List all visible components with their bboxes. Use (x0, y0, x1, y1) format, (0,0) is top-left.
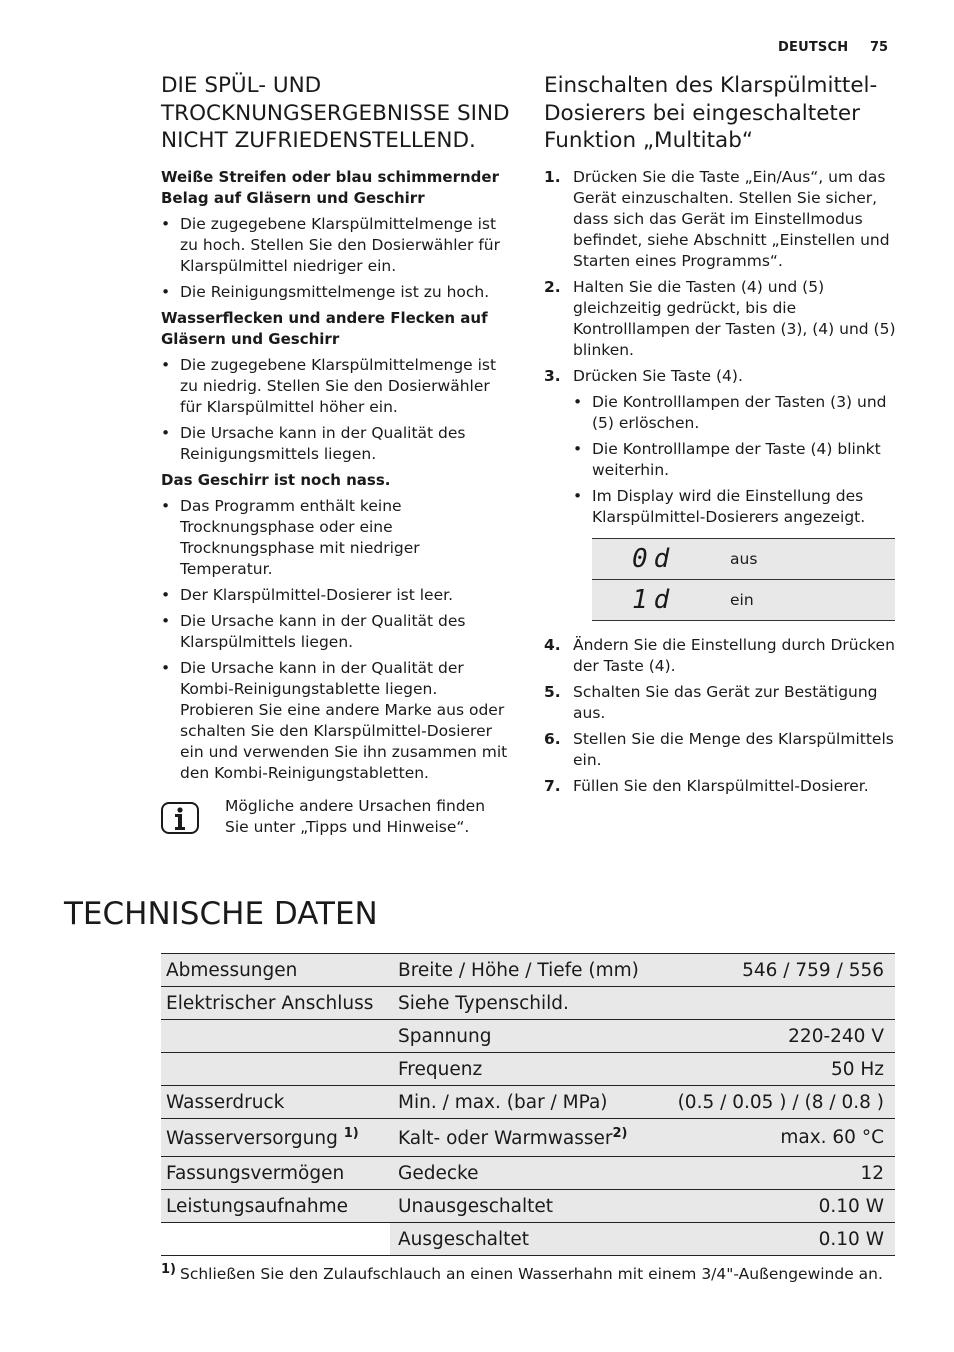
tech-param: Min. / max. (bar / MPa) (390, 1086, 659, 1119)
info-icon (161, 802, 199, 834)
display-settings-table (592, 538, 895, 621)
table-row (161, 1119, 895, 1157)
bullet-icon: • (161, 611, 171, 630)
bullet-icon: • (161, 282, 171, 301)
tech-param: Kalt- oder Warmwasser$^{2)}$ (390, 1119, 659, 1157)
tech-label: Wasserversorgung $^{1)}$ (161, 1119, 390, 1157)
info-note (161, 796, 513, 838)
list-item: • Der Klarspülmittel-Dosierer ist leer. (161, 585, 453, 604)
footnote-ref: 1) (343, 1125, 359, 1141)
tech-param: Breite / Höhe / Tiefe (mm) (390, 954, 659, 987)
table-row (161, 1157, 895, 1190)
table-row (161, 1020, 895, 1053)
sub-bullet-list (573, 392, 896, 528)
tech-value: 546 / 759 / 556 (659, 954, 895, 987)
table-row (161, 1086, 895, 1119)
list-item: • Die zugegebene Klarspülmittelmenge ist zu niedrig. Stellen Sie den Dosierwähler für Klarspülmittel höher ein. (161, 355, 497, 416)
tech-label: Wasserdruck (161, 1086, 390, 1119)
tech-value: 220-240 V (659, 1020, 895, 1053)
list-item: 6. Stellen Sie die Menge des Klarspülmittels ein. (544, 729, 894, 769)
footnote-text: Schließen Sie den Zulaufschlauch an einen Wasserhahn mit einem 3/4"-Außengewinde an. (180, 1265, 883, 1284)
bullet-icon: • (161, 214, 171, 233)
step-number: 5. (544, 682, 561, 701)
list-item: • Die Kontrolllampen der Tasten (3) und (5) erlöschen. (573, 392, 887, 432)
footnote-ref: 2) (612, 1125, 628, 1141)
tech-value: (0.5 / 0.05 ) / (8 / 0.8 ) (659, 1086, 895, 1119)
tech-value: 12 (659, 1157, 895, 1190)
bullet-list (161, 496, 513, 784)
list-item: 4. Ändern Sie die Einstellung durch Drücken der Taste (4). (544, 635, 895, 675)
table-row (592, 538, 895, 579)
tech-param: Gedecke (390, 1157, 659, 1190)
display-label: aus (716, 538, 895, 579)
step-number: 3. (544, 366, 561, 385)
table-row (592, 579, 895, 620)
bullet-icon: • (161, 658, 171, 677)
tech-param: Frequenz (390, 1053, 659, 1086)
list-item: 1. Drücken Sie die Taste „Ein/Aus“, um das Gerät einzuschalten. Stellen Sie sicher, dass sich das Gerät im Einstellmodus befindet, siehe Abschnitt „Einstellen und Starten eines Programms“. (544, 167, 890, 270)
tech-label (161, 1223, 390, 1256)
tech-label: Fassungsvermögen (161, 1157, 390, 1190)
step-number: 7. (544, 776, 561, 795)
step-number: 4. (544, 635, 561, 654)
tech-value: 0.10 W (659, 1190, 895, 1223)
header-language: DEUTSCH (778, 40, 849, 55)
left-column (161, 72, 513, 838)
tech-param: Ausgeschaltet (390, 1223, 659, 1256)
display-code: 1d (592, 579, 716, 620)
tech-value: max. 60 °C (659, 1119, 895, 1157)
list-item: • Die zugegebene Klarspülmittelmenge ist zu hoch. Stellen Sie den Dosierwähler für Klarspülmittel niedriger ein. (161, 214, 500, 275)
right-column (544, 72, 896, 802)
tech-label (161, 1053, 390, 1086)
tech-param: Unausgeschaltet (390, 1190, 659, 1223)
display-label: ein (716, 579, 895, 620)
bullet-icon: • (161, 355, 171, 374)
table-row (161, 1053, 895, 1086)
steps-list (544, 167, 896, 528)
info-text: Mögliche andere Ursachen finden Sie unter „Tipps und Hinweise“. (225, 796, 486, 836)
bullet-icon: • (573, 439, 583, 458)
display-code: 0d (592, 538, 716, 579)
footnote (161, 1262, 883, 1283)
list-item: • Im Display wird die Einstellung des Klarspülmittel-Dosierers angezeigt. (573, 486, 866, 526)
table-row (161, 1190, 895, 1223)
tech-value: 50 Hz (659, 1053, 895, 1086)
list-item: • Die Kontrolllampe der Taste (4) blinkt weiterhin. (573, 439, 881, 479)
list-item: 5. Schalten Sie das Gerät zur Bestätigung aus. (544, 682, 878, 722)
list-item: • Die Ursache kann in der Qualität der Kombi-Reinigungstablette liegen. Probieren Sie eine andere Marke aus oder schalten Sie den Klarspülmittel-Dosierer ein und verwenden Sie ihn zusammen mit den Kombi-Reinigungstabletten. (161, 658, 508, 782)
multitab-heading: Einschalten des Klarspülmittel-Dosierers bei eingeschalteter Funktion „Multitab“ (544, 73, 878, 153)
tech-param: Spannung (390, 1020, 659, 1053)
tech-data-table (161, 953, 895, 1256)
bullet-icon: • (573, 392, 583, 411)
tech-label: Elektrischer Anschluss (161, 987, 390, 1020)
list-item: 3. Drücken Sie Taste (4). • Die Kontrolllampen der Tasten (3) und (5) erlöschen. • Die Kontrolllampe der Taste (4) blinkt weiterhin. • Im Display wird die Einstellung des Klarspülmittel-Dosierers angezeigt. (544, 366, 896, 528)
tech-param: Siehe Typenschild. (390, 987, 659, 1020)
footnote-mark: 1) (161, 1262, 176, 1277)
page-number: 75 (870, 40, 889, 55)
table-row (161, 954, 895, 987)
bullet-list (161, 355, 513, 465)
list-item: 2. Halten Sie die Tasten (4) und (5) gleichzeitig gedrückt, bis die Kontrolllampen der Tasten (3), (4) und (5) blinken. (544, 277, 896, 359)
bullet-icon: • (161, 585, 171, 604)
tech-value: 0.10 W (659, 1223, 895, 1256)
tech-value (659, 987, 895, 1020)
list-item: • Das Programm enthält keine Trocknungsphase oder eine Trocknungsphase mit niedriger Temperatur. (161, 496, 420, 578)
step-number: 2. (544, 277, 561, 296)
tech-data-heading: TECHNISCHE DATEN (64, 896, 378, 932)
list-item: • Die Reinigungsmittelmenge ist zu hoch. (161, 282, 490, 301)
list-item: • Die Ursache kann in der Qualität des Reinigungsmittels liegen. (161, 423, 466, 463)
table-row (161, 987, 895, 1020)
bullet-icon: • (161, 496, 171, 515)
tech-label: Leistungsaufnahme (161, 1190, 390, 1223)
section-title: Weiße Streifen oder blau schimmernder Belag auf Gläsern und Geschirr (161, 167, 499, 207)
steps-list-continued (544, 635, 896, 797)
troubleshooting-heading: DIE SPÜL- UND TROCKNUNGSERGEBNISSE SIND NICHT ZUFRIEDENSTELLEND. (161, 73, 510, 153)
step-number: 1. (544, 167, 561, 186)
list-item: 7. Füllen Sie den Klarspülmittel-Dosierer. (544, 776, 869, 795)
step-number: 6. (544, 729, 561, 748)
bullet-list (161, 214, 513, 303)
section-title: Wasserflecken und andere Flecken auf Gläsern und Geschirr (161, 308, 488, 348)
bullet-icon: • (161, 423, 171, 442)
section-title: Das Geschirr ist noch nass. (161, 470, 391, 489)
tech-label (161, 1020, 390, 1053)
list-item: • Die Ursache kann in der Qualität des Klarspülmittels liegen. (161, 611, 466, 651)
table-row (161, 1223, 895, 1256)
bullet-icon: • (573, 486, 583, 505)
tech-label: Abmessungen (161, 954, 390, 987)
